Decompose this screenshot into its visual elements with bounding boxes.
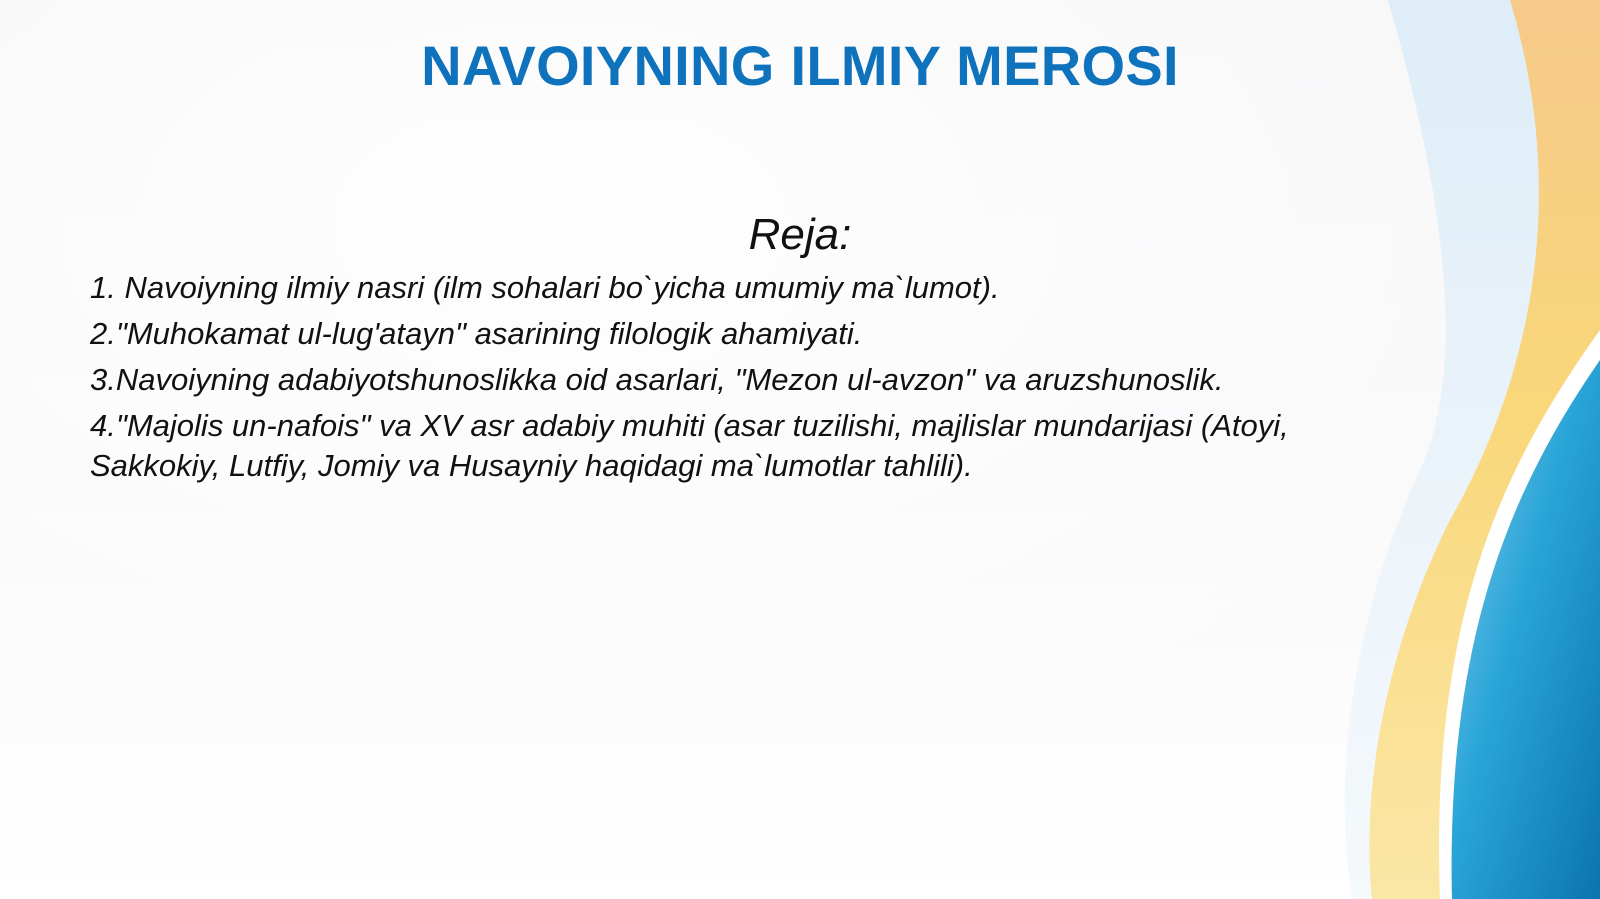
plan-heading: Reja: — [748, 210, 852, 259]
slide-title: NAVOIYNING ILMIY MEROSI — [421, 34, 1179, 97]
plan-item-4: 4."Majolis un-nafois" va XV asr adabiy muhiti (asar tuzilishi, majlislar mundarijasi (Atoyi, Sakkokiy, Lutfiy, Jomiy va Husayniy haqidagi ma`lumotlar tahlili). — [90, 408, 1289, 483]
plan-item-3: 3.Navoiyning adabiyotshunoslikka oid asarlari, "Mezon ul-avzon" va aruzshunoslik. — [90, 362, 1224, 397]
plan-item-1: 1. Navoiyning ilmiy nasri (ilm sohalari bo`yicha umumiy ma`lumot). — [90, 270, 1000, 305]
plan-item-2: 2."Muhokamat ul-lug'atayn" asarining filologik ahamiyati. — [90, 316, 863, 351]
plan-list — [90, 268, 1390, 492]
